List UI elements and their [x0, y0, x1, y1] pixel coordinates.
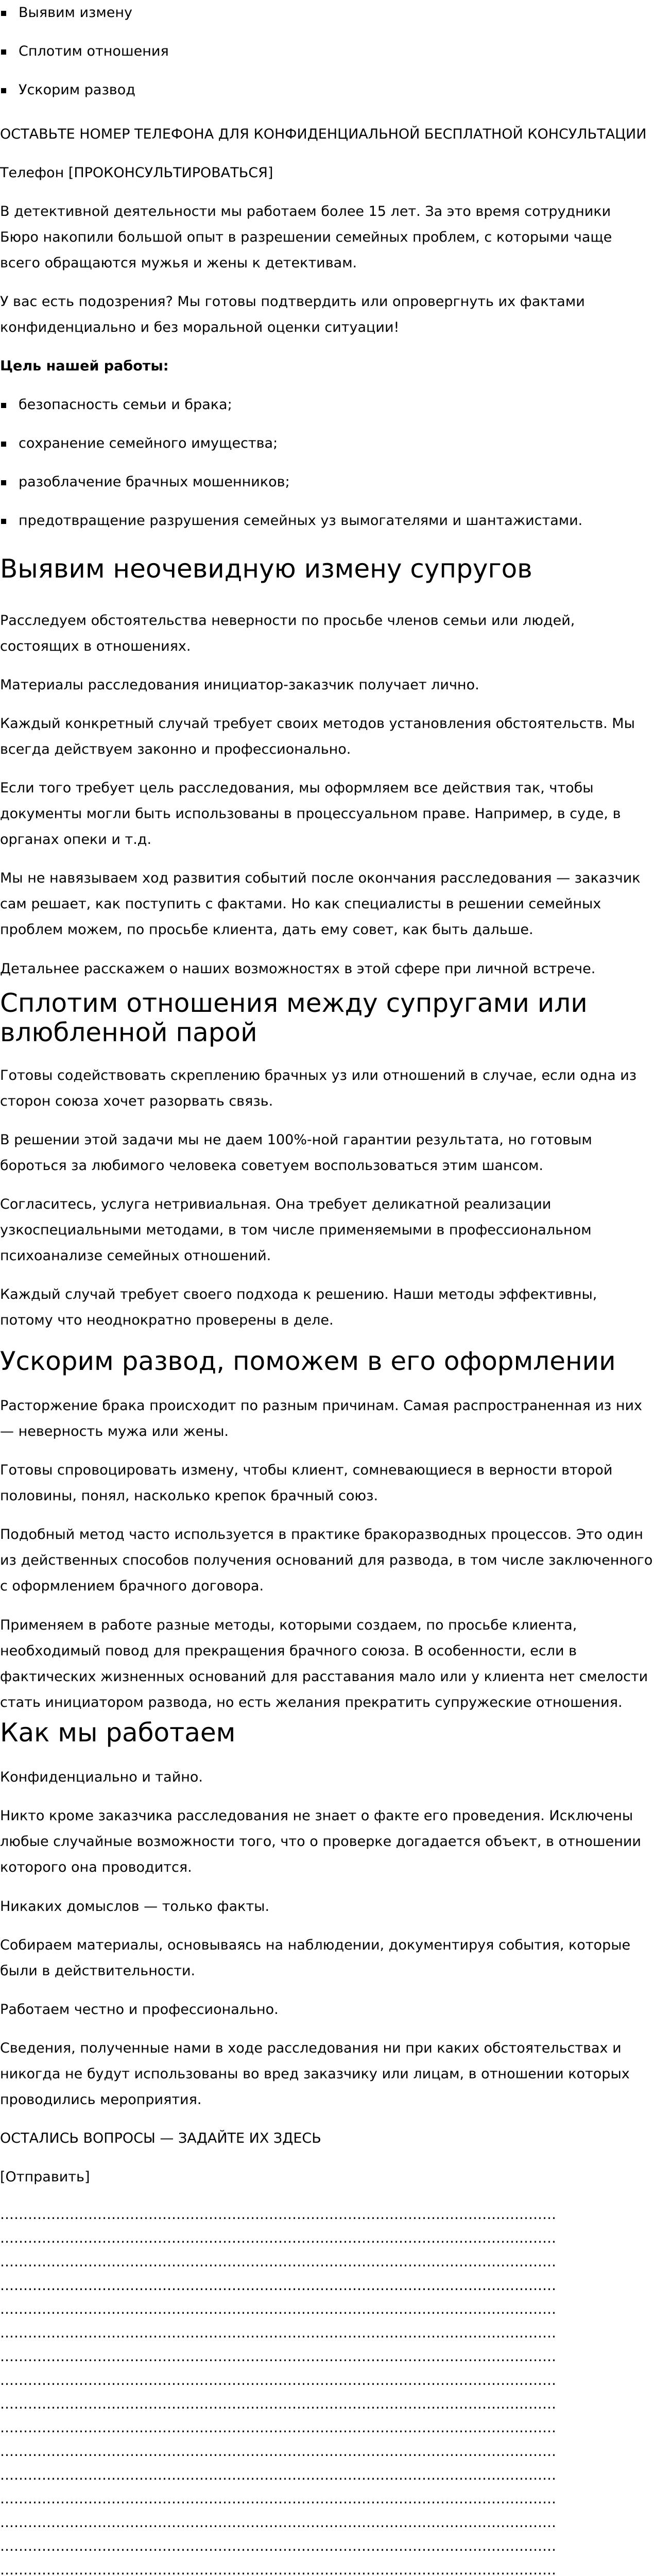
phone-field-label[interactable]: Телефон [ПРОКОНСУЛЬТИРОВАТЬСЯ]	[0, 165, 273, 181]
section-title-divorce: Ускорим развод, поможем в его оформлении	[0, 1346, 616, 1376]
section-paragraph: Детальнее расскажем о наших возможностях в этой сфере при личной встрече.	[0, 961, 596, 977]
dotted-line: …………………………………………………………………………………………………………	[0, 2372, 556, 2388]
section-paragraph: Расследуем обстоятельства неверности по просьбе членов семьи или людей, состоящих в отношениях.	[0, 613, 575, 654]
section-paragraph: Согласитесь, услуга нетривиальная. Она требует деликатной реализации узкоспециальными методами, в том числе применяемыми в профессиональном психоанализе семейных отношений.	[0, 1196, 592, 1264]
section-paragraph: Работаем честно и профессионально.	[0, 2002, 279, 2018]
section-title-reveal-infidelity: Выявим неочевидную измену супругов	[0, 554, 532, 584]
dotted-line: …………………………………………………………………………………………………………	[0, 2491, 556, 2507]
goal-title: Цель нашей работы:	[0, 358, 169, 374]
section-paragraph: Никто кроме заказчика расследования не знает о факте его проведения. Исключены любые случайные возможности того, что о проверке догадается объект, в отношении которого она проводится.	[0, 1808, 641, 1875]
intro-paragraph: В детективной деятельности мы работаем более 15 лет. За это время сотрудники Бюро накопили большой опыт в разрешении семейных проблем, с которыми чаще всего обращаются мужья и жены к детективам.	[0, 204, 612, 271]
goal-list-item: безопасность семьи и брака;	[0, 392, 653, 418]
section-paragraph: Применяем в работе разные методы, которыми создаем, по просьбе клиента, необходимый повод для прекращения брачного союза. В особенности, если в фактических жизненных оснований для расставания мало или у клиента нет смелости стать инициатором развода, но есть желания прекратить супружеские отношения.	[0, 1617, 648, 1710]
goal-list-item: разоблачение брачных мошенников;	[0, 469, 653, 495]
section-paragraph: В решении этой задачи мы не даем 100%-ной гарантии результата, но готовым бороться за любимого человека советуем воспользоваться этим шансом.	[0, 1132, 592, 1174]
section-paragraph: Подобный метод часто используется в практике бракоразводных процессов. Это один из действенных способов получения оснований для развода, в том числе заключенного с оформлением брачного договора.	[0, 1527, 653, 1594]
section-paragraph: Каждый конкретный случай требует своих методов установления обстоятельств. Мы всегда действуем законно и профессионально.	[0, 716, 635, 757]
dotted-line: …………………………………………………………………………………………………………	[0, 2420, 556, 2436]
goal-list-item: предотвращение разрушения семейных уз вымогателями и шантажистами.	[0, 508, 653, 534]
section-paragraph: Конфиденциально и тайно.	[0, 1769, 203, 1785]
bullet-icon	[1, 88, 6, 93]
message-field[interactable]	[0, 2203, 653, 2576]
dotted-line: …………………………………………………………………………………………………………	[0, 2396, 556, 2412]
cta-phone-heading: ОСТАВЬТЕ НОМЕР ТЕЛЕФОНА ДЛЯ КОНФИДЕНЦИАЛЬНОЙ БЕСПЛАТНОЙ КОНСУЛЬТАЦИИ	[0, 126, 647, 142]
dotted-line: …………………………………………………………………………………………………………	[0, 2301, 556, 2317]
submit-button[interactable]: [Отправить]	[0, 2169, 90, 2185]
section-paragraph: Если того требует цель расследования, мы оформляем все действия так, чтобы документы могли быть использованы в процессуальном праве. Например, в суде, в органах опеки и т.д.	[0, 780, 621, 848]
bullet-icon	[1, 442, 6, 447]
dotted-line: …………………………………………………………………………………………………………	[0, 2349, 556, 2365]
dotted-line: …………………………………………………………………………………………………………	[0, 2254, 556, 2270]
bullet-icon	[1, 519, 6, 524]
intro-paragraph: У вас есть подозрения? Мы готовы подтвердить или опровергнуть их фактами конфиденциально и без моральной оценки ситуации!	[0, 294, 585, 335]
goal-list-item: сохранение семейного имущества;	[0, 431, 653, 456]
section-paragraph: Расторжение брака происходит по разным причинам. Самая распространенная из них — неверность мужа или жены.	[0, 1398, 643, 1439]
dotted-line: …………………………………………………………………………………………………………	[0, 2467, 556, 2483]
bullet-icon	[1, 11, 6, 16]
dotted-line: …………………………………………………………………………………………………………	[0, 2325, 556, 2341]
dotted-line: …………………………………………………………………………………………………………	[0, 2515, 556, 2531]
top-nav-list	[0, 0, 653, 103]
goal-list	[0, 392, 653, 534]
dotted-line: …………………………………………………………………………………………………………	[0, 2230, 556, 2246]
top-list-item-reveal[interactable]: Выявим измену	[0, 0, 653, 26]
section-paragraph: Мы не навязываем ход развития событий после окончания расследования — заказчик сам решает, как поступить с фактами. Но как специалисты в решении семейных проблем можем, по просьбе клиента, дать ему совет, как быть дальше.	[0, 870, 641, 938]
dotted-line: …………………………………………………………………………………………………………	[0, 2444, 556, 2460]
section-title-reunite: Сплотим отношения между супругами или влюбленной парой	[0, 988, 588, 1047]
section-paragraph: Готовы спровоцировать измену, чтобы клиент, сомневающиеся в верности второй половины, понял, насколько крепок брачный союз.	[0, 1462, 613, 1504]
section-paragraph: Готовы содействовать скреплению брачных уз или отношений в случае, если одна из сторон союза хочет разорвать связь.	[0, 1067, 637, 1109]
dotted-line: …………………………………………………………………………………………………………	[0, 2538, 556, 2554]
questions-heading: ОСТАЛИСЬ ВОПРОСЫ — ЗАДАЙТЕ ИХ ЗДЕСЬ	[0, 2130, 321, 2146]
bullet-icon	[1, 403, 6, 408]
top-list-item-divorce[interactable]: Ускорим развод	[0, 77, 653, 103]
section-paragraph: Сведения, полученные нами в ходе расследования ни при каких обстоятельствах и никогда не будут использованы во вред заказчику или лицам, в отношении которых проводились мероприятия.	[0, 2040, 630, 2108]
bullet-icon	[1, 480, 6, 485]
section-paragraph: Материалы расследования инициатор-заказчик получает лично.	[0, 677, 479, 693]
section-paragraph: Никаких домыслов — только факты.	[0, 1899, 270, 1914]
section-paragraph: Собираем материалы, основываясь на наблюдении, документируя события, которые были в действительности.	[0, 1937, 631, 1979]
dotted-line: …………………………………………………………………………………………………………	[0, 2207, 556, 2223]
dotted-line: …………………………………………………………………………………………………………	[0, 2562, 556, 2576]
bullet-icon	[1, 49, 6, 55]
section-title-how-we-work: Как мы работаем	[0, 1718, 236, 1748]
dotted-line: …………………………………………………………………………………………………………	[0, 2278, 556, 2294]
section-paragraph: Каждый случай требует своего подхода к решению. Наши методы эффективны, потому что неоднократно проверены в деле.	[0, 1286, 597, 1328]
top-list-item-reunite[interactable]: Сплотим отношения	[0, 39, 653, 64]
